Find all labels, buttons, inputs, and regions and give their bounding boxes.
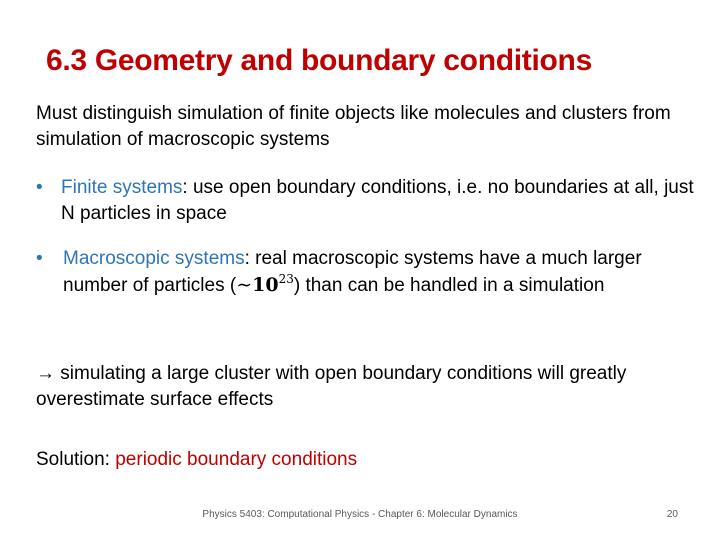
bullet-marker: • [36,177,43,198]
math-base: 10 [252,274,279,296]
solution-line [36,447,696,473]
bullet-term: Finite systems [61,177,183,198]
bullet-text-before: : real macroscopic systems have a much larger number of particles ( [63,248,642,296]
solution-value: periodic boundary conditions [115,449,358,470]
slide-title: 6.3 Geometry and boundary conditions [46,44,592,77]
footer-course: Physics 5403: Computational Physics - Chapter 6: Molecular Dynamics [202,509,518,520]
page-number: 20 [666,509,678,520]
bullet-content [61,175,696,227]
particle-count-formula [236,274,294,296]
bullet-content [63,246,696,299]
intro-paragraph: Must distinguish simulation of finite objects like molecules and clusters from simulation of macroscopic systems [36,103,671,150]
bullet-text: : use open boundary conditions, i.e. no boundaries at all, just N particles in space [61,177,694,224]
math-exponent: 23 [278,272,294,286]
math-tilde: ∼ [236,274,253,296]
bullet-term: Macroscopic systems [63,248,245,269]
bullet-finite-systems [36,175,696,227]
bullet-text-after: ) than can be handled in a simulation [293,275,605,296]
bullet-marker: • [36,248,43,269]
solution-label: Solution: [36,449,116,470]
bullet-macroscopic-systems [36,246,696,299]
consequence-paragraph: → simulating a large cluster with open boundary conditions will greatly overestimate surface effects [36,363,627,410]
